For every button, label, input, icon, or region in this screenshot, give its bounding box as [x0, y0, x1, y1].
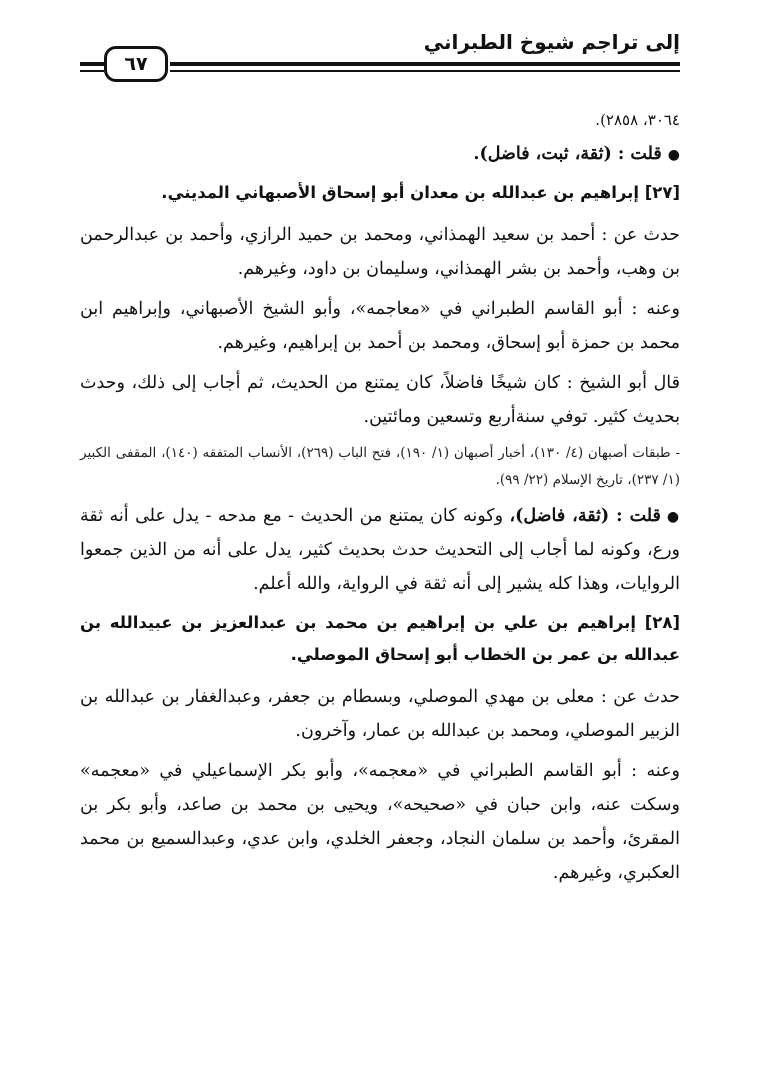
running-title: إلى تراجم شيوخ الطبراني — [423, 30, 680, 54]
entry-27-verdict-label: قلت : (ثقة، فاضل)، — [509, 505, 661, 526]
verdict-26-text: قلت : (ثقة، ثبت، فاضل). — [473, 144, 662, 165]
entry-27-title: [٢٧] إبراهيم بن عبدالله بن معدان أبو إسحاق الأصبهاني المديني. — [161, 183, 680, 203]
entry-27-saying: قال أبو الشيخ : كان شيخًا فاضلاً، كان يمتنع من الحديث، ثم أجاب إلى ذلك، وحدث بحديث كثير. توفي سنةأربع وتسعين ومائتين. — [80, 373, 680, 428]
page-body — [80, 106, 680, 896]
header-rule-left-thick — [80, 62, 104, 66]
header-rule-thin — [170, 70, 680, 72]
entry-28-title: [٢٨] إبراهيم بن علي بن إبراهيم بن محمد بن عبدالعزيز بن عبيدالله بن عبدالله بن عمر بن الخطاب أبو إسحاق الموصلي. — [80, 613, 680, 665]
entry-27-narrated-from: حدث عن : أحمد بن سعيد الهمذاني، ومحمد بن حميد الرازي، وأحمد بن عبدالرحمن بن وهب، وأحمد بن بشر الهمذاني، وسليمان بن داود، وغيرهم. — [80, 224, 680, 279]
entry-27-verdict — [80, 499, 680, 601]
header-rule-left-thin — [80, 70, 104, 72]
continuation-line: ٣٠٦٤، ٢٨٥٨). — [595, 111, 680, 129]
entry-27-references: - طبقات أصبهان (٤/ ١٣٠)، أخبار أصبهان (١/ ١٩٠)، فتح الباب (٢٦٩)، الأنساب المتفقه (١٤٠)، المقفى الكبير (١/ ٢٣٧)، تاريخ الإسلام (٢٢/ ٩٩). — [80, 445, 681, 488]
bullet-icon: ● — [667, 147, 680, 164]
entry-27-narrated-by: وعنه : أبو القاسم الطبراني في «معاجمه»، وأبو الشيخ الأصبهاني، وإبراهيم ابن محمد بن حمزة أبو إسحاق، ومحمد بن أحمد بن إبراهيم، وغيرهم. — [80, 298, 680, 353]
entry-28-narrated-by: وعنه : أبو القاسم الطبراني في «معجمه»، وأبو بكر الإسماعيلي في «معجمه» وسكت عنه، وابن حبان في «صحيحه»، ويحيى بن محمد بن صاعد، وأبو بكر بن المقرئ، وأحمد بن سلمان النجاد، وجعفر الخلدي، وابن عدي، وعبدالسميع بن محمد العكبري، وغيرهم. — [80, 760, 680, 884]
entry-27-verdict-text: وكونه كان يمتنع من الحديث - مع مدحه - يدل على أنه ثقة ورع، وكونه لما أجاب إلى التحديث حدث بحديث كثير، يدل على أنه من الذين جمعوا الروايات، وهذا كله يشير إلى أنه ثقة في الرواية، والله أعلم. — [80, 505, 680, 595]
header-rule-thick — [170, 62, 680, 66]
page-number: ٦٧ — [104, 46, 168, 82]
bullet-icon: ● — [666, 508, 680, 525]
entry-28-narrated-from: حدث عن : معلى بن مهدي الموصلي، وبسطام بن جعفر، وعبدالغفار بن عبدالله بن الزبير الموصلي، ومحمد بن عبدالله بن عمار، وآخرون. — [80, 686, 680, 741]
verdict-26 — [80, 137, 680, 171]
